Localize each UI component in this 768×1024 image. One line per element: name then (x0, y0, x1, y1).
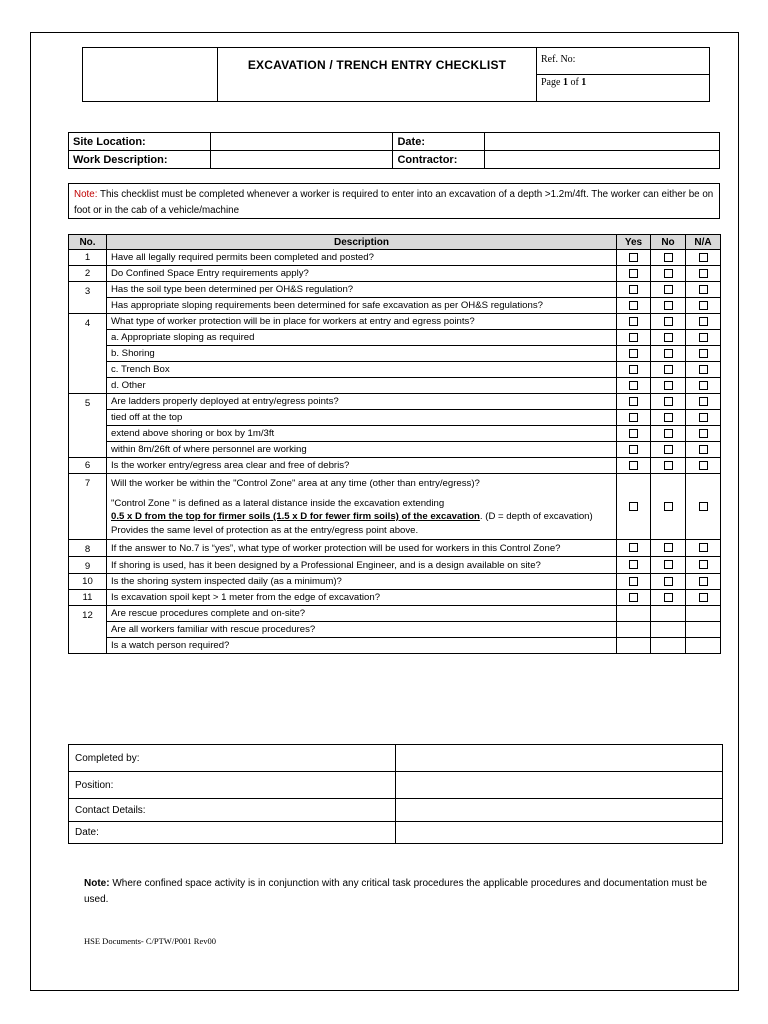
no-checkbox[interactable] (664, 577, 673, 586)
na-checkbox[interactable] (699, 333, 708, 342)
table-row (69, 346, 721, 362)
yes-cell[interactable] (617, 606, 651, 622)
na-cell[interactable] (686, 606, 721, 622)
table-row (69, 378, 721, 394)
note-box (68, 183, 720, 219)
no-cell[interactable] (651, 622, 686, 638)
yes-checkbox[interactable] (629, 560, 638, 569)
work-description-field[interactable] (210, 151, 393, 169)
note-label: Note: (74, 189, 98, 200)
item-description: Are rescue procedures complete and on-site? (107, 606, 617, 622)
control-zone-question: Will the worker be within the "Control Zone" area at any time (other than entry/egress)? (111, 478, 480, 489)
na-checkbox[interactable] (699, 381, 708, 390)
table-row (69, 410, 721, 426)
date-label: Date: (393, 133, 485, 151)
bottom-note-text: Where confined space activity is in conjunction with any critical task procedures the applicable procedures and documentation must be used. (84, 878, 708, 905)
bottom-note (84, 876, 714, 908)
contractor-field[interactable] (485, 151, 720, 169)
col-header-yes: Yes (617, 235, 651, 250)
table-row (69, 474, 721, 540)
no-checkbox[interactable] (664, 461, 673, 470)
bottom-note-label: Note: (84, 878, 110, 889)
signoff-date-field[interactable] (396, 822, 723, 844)
table-row (69, 540, 721, 557)
yes-checkbox[interactable] (629, 397, 638, 406)
no-cell[interactable] (651, 638, 686, 654)
na-cell[interactable] (686, 622, 721, 638)
checklist-table (68, 234, 721, 654)
na-checkbox[interactable] (699, 445, 708, 454)
na-checkbox[interactable] (699, 560, 708, 569)
item-description: Is a watch person required? (107, 638, 617, 654)
item-description (107, 474, 617, 540)
item-description: Have all legally required permits been completed and posted? (107, 250, 617, 266)
item-description: extend above shoring or box by 1m/3ft (107, 426, 617, 442)
no-checkbox[interactable] (664, 381, 673, 390)
item-description: Do Confined Space Entry requirements apply? (107, 266, 617, 282)
na-checkbox[interactable] (699, 269, 708, 278)
item-description: If shoring is used, has it been designed by a Professional Engineer, and is a design available on site? (107, 557, 617, 574)
no-checkbox[interactable] (664, 333, 673, 342)
document-footer: HSE Documents- C/PTW/P001 Rev00 (84, 936, 216, 946)
page-indicator (537, 75, 710, 102)
no-checkbox[interactable] (664, 593, 673, 602)
na-checkbox[interactable] (699, 349, 708, 358)
date-field[interactable] (485, 133, 720, 151)
table-row (69, 574, 721, 590)
table-row (69, 606, 721, 622)
item-description: a. Appropriate sloping as required (107, 330, 617, 346)
item-number: 5 (69, 394, 107, 458)
page-number: 1 (562, 77, 568, 88)
na-checkbox[interactable] (699, 593, 708, 602)
item-description: Is the worker entry/egress area clear and free of debris? (107, 458, 617, 474)
item-number: 4 (69, 314, 107, 394)
na-checkbox[interactable] (699, 429, 708, 438)
no-checkbox[interactable] (664, 445, 673, 454)
site-info-table (68, 132, 720, 169)
position-label: Position: (69, 772, 396, 799)
table-row (69, 590, 721, 606)
no-checkbox[interactable] (664, 560, 673, 569)
yes-checkbox[interactable] (629, 413, 638, 422)
item-number: 12 (69, 606, 107, 654)
item-number: 1 (69, 250, 107, 266)
yes-checkbox[interactable] (629, 543, 638, 552)
table-row (69, 362, 721, 378)
item-description: tied off at the top (107, 410, 617, 426)
yes-checkbox[interactable] (629, 285, 638, 294)
table-row (69, 557, 721, 574)
yes-checkbox[interactable] (629, 317, 638, 326)
na-checkbox[interactable] (699, 365, 708, 374)
control-zone-definition: "Control Zone " is defined as a lateral distance inside the excavation extending (111, 497, 445, 509)
table-row (69, 442, 721, 458)
item-number: 11 (69, 590, 107, 606)
table-row (69, 266, 721, 282)
item-number: 6 (69, 458, 107, 474)
item-number: 3 (69, 282, 107, 314)
yes-checkbox[interactable] (629, 349, 638, 358)
no-checkbox[interactable] (664, 543, 673, 552)
yes-checkbox[interactable] (629, 445, 638, 454)
item-description: Are all workers familiar with rescue procedures? (107, 622, 617, 638)
na-checkbox[interactable] (699, 253, 708, 262)
na-checkbox[interactable] (699, 317, 708, 326)
item-description: Is excavation spoil kept > 1 meter from the edge of excavation? (107, 590, 617, 606)
signoff-table (68, 744, 723, 844)
completed-by-label: Completed by: (69, 745, 396, 772)
yes-checkbox[interactable] (629, 269, 638, 278)
page-total: 1 (581, 77, 587, 88)
na-cell[interactable] (686, 638, 721, 654)
col-header-na: N/A (686, 235, 721, 250)
no-cell[interactable] (651, 606, 686, 622)
no-checkbox[interactable] (664, 269, 673, 278)
col-header-no: No. (69, 235, 107, 250)
item-number: 9 (69, 557, 107, 574)
yes-checkbox[interactable] (629, 461, 638, 470)
no-checkbox[interactable] (664, 413, 673, 422)
site-location-field[interactable] (210, 133, 393, 151)
no-checkbox[interactable] (664, 285, 673, 294)
contact-details-label: Contact Details: (69, 799, 396, 822)
yes-checkbox[interactable] (629, 365, 638, 374)
yes-checkbox[interactable] (629, 577, 638, 586)
no-checkbox[interactable] (664, 429, 673, 438)
na-checkbox[interactable] (699, 301, 708, 310)
control-zone-depth-note: . (D = depth of excavation) Provides the same level of protection as at the entry/egress point above. (111, 511, 593, 536)
no-checkbox[interactable] (664, 317, 673, 326)
yes-checkbox[interactable] (629, 593, 638, 602)
item-description: If the answer to No.7 is “yes”, what type of worker protection will be used for workers in this Control Zone? (107, 540, 617, 557)
table-row (69, 330, 721, 346)
no-checkbox[interactable] (664, 502, 673, 511)
note-text: This checklist must be completed whenever a worker is required to enter into an excavation of a depth >1.2m/4ft. The worker can either be on foot or in the cab of a vehicle/machine (74, 189, 714, 216)
table-row (69, 622, 721, 638)
no-checkbox[interactable] (664, 301, 673, 310)
item-number: 8 (69, 540, 107, 557)
table-row (69, 298, 721, 314)
signoff-date-label: Date: (69, 822, 396, 844)
yes-checkbox[interactable] (629, 381, 638, 390)
table-row (69, 426, 721, 442)
yes-cell[interactable] (617, 638, 651, 654)
col-header-description: Description (107, 235, 617, 250)
item-description: Has appropriate sloping requirements been determined for safe excavation as per OH&S regulations? (107, 298, 617, 314)
table-row (69, 458, 721, 474)
na-checkbox[interactable] (699, 397, 708, 406)
item-description: b. Shoring (107, 346, 617, 362)
no-checkbox[interactable] (664, 349, 673, 358)
col-header-no-answer: No (651, 235, 686, 250)
item-description: c. Trench Box (107, 362, 617, 378)
work-description-label: Work Description: (69, 151, 211, 169)
table-row (69, 250, 721, 266)
yes-checkbox[interactable] (629, 301, 638, 310)
na-checkbox[interactable] (699, 285, 708, 294)
item-number: 10 (69, 574, 107, 590)
table-row (69, 638, 721, 654)
na-checkbox[interactable] (699, 577, 708, 586)
yes-cell[interactable] (617, 622, 651, 638)
control-zone-distance: 0.5 x D from the top for firmer soils (1.5 x D for fewer firm soils) of the excavation (111, 511, 480, 522)
ref-number-label: Ref. No: (537, 48, 710, 75)
na-checkbox[interactable] (699, 543, 708, 552)
item-number: 7 (69, 474, 107, 540)
contact-details-field[interactable] (396, 799, 723, 822)
completed-by-field[interactable] (396, 745, 723, 772)
item-description: Are ladders properly deployed at entry/egress points? (107, 394, 617, 410)
contractor-label: Contractor: (393, 151, 485, 169)
no-checkbox[interactable] (664, 365, 673, 374)
item-description: Is the shoring system inspected daily (as a minimum)? (107, 574, 617, 590)
item-description: Has the soil type been determined per OH&S regulation? (107, 282, 617, 298)
control-zone-detail (111, 510, 612, 537)
header-table (82, 47, 710, 102)
position-field[interactable] (396, 772, 723, 799)
na-checkbox[interactable] (699, 461, 708, 470)
item-number: 2 (69, 266, 107, 282)
yes-checkbox[interactable] (629, 502, 638, 511)
table-row (69, 314, 721, 330)
yes-checkbox[interactable] (629, 429, 638, 438)
table-row (69, 282, 721, 298)
table-row (69, 394, 721, 410)
page-prefix: Page (541, 77, 563, 88)
item-description: d. Other (107, 378, 617, 394)
na-checkbox[interactable] (699, 502, 708, 511)
no-checkbox[interactable] (664, 253, 673, 262)
site-location-label: Site Location: (69, 133, 211, 151)
page-of: of (567, 77, 582, 88)
item-description: What type of worker protection will be in place for workers at entry and egress points? (107, 314, 617, 330)
yes-checkbox[interactable] (629, 333, 638, 342)
item-description: within 8m/26ft of where personnel are working (107, 442, 617, 458)
na-checkbox[interactable] (699, 413, 708, 422)
logo-cell (83, 48, 218, 102)
table-header-row (69, 235, 721, 250)
document-title: EXCAVATION / TRENCH ENTRY CHECKLIST (218, 48, 537, 102)
yes-checkbox[interactable] (629, 253, 638, 262)
no-checkbox[interactable] (664, 397, 673, 406)
